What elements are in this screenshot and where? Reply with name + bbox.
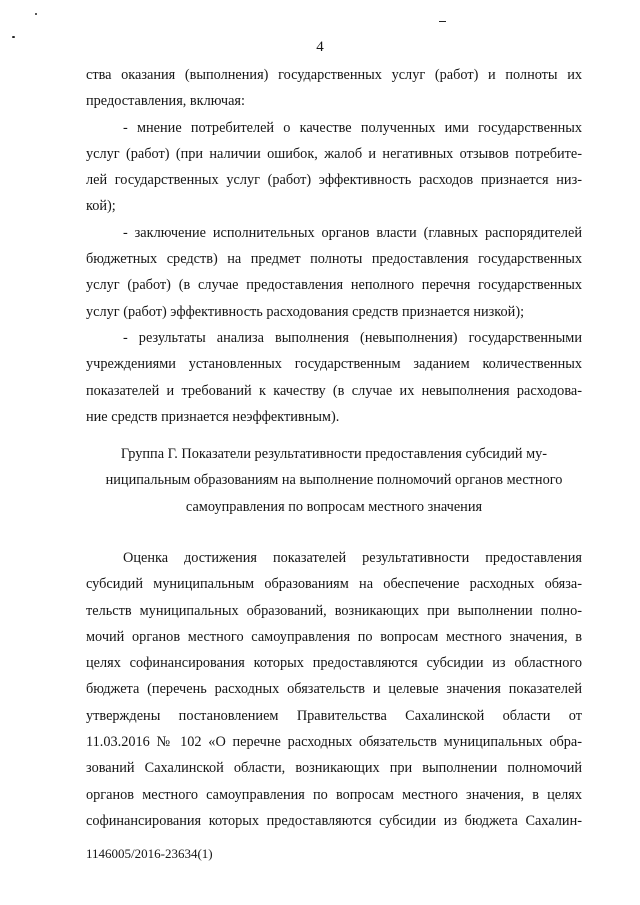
list-item-consumer-opinion: - мнение потребителей о качестве полученных ими государственных <box>123 119 582 136</box>
criteria-list <box>86 62 582 430</box>
text-line: кой); <box>86 198 116 215</box>
heading-line: Группа Г. Показатели результативности предоставления субсидий му- <box>120 446 548 462</box>
text-line: зований Сахалинской области, возникающих при выполнении полномочий <box>86 760 582 777</box>
text-line: Оценка достижения показателей результативности предоставления <box>123 550 582 566</box>
text-line: предоставления, включая: <box>86 93 245 110</box>
text-line: органов местного самоуправления по вопросам местного значения, в целях <box>86 786 582 803</box>
scan-speck <box>439 21 446 22</box>
text-line: субсидий муниципальным образованиям на обеспечение расходных обяза- <box>86 576 582 593</box>
text-line: услуг (работ) (в случае предоставления неполного перечня государственных <box>86 277 582 294</box>
text-line: тельств муниципальных образований, возникающих при выполнении полно- <box>86 602 582 619</box>
text-line: целях софинансирования которых предоставляются субсидии из областного <box>86 655 582 672</box>
text-line: услуг (работ) эффективность расходования средств признается низкой); <box>86 303 525 320</box>
document-code: 1146005/2016-23634(1) <box>86 846 213 861</box>
text-line: мочий органов местного самоуправления по вопросам местного значения, в <box>86 628 582 645</box>
text-line: бюджетных средств) на предмет полноты предоставления государственных <box>86 251 582 268</box>
heading-line: ниципальным образованиям на выполнение полномочий органов местного <box>105 472 563 489</box>
text-line: лей государственных услуг (работ) эффективность расходов признается низ- <box>86 172 582 189</box>
scan-speck <box>35 13 37 15</box>
section-heading-group-g <box>86 441 582 520</box>
list-item-executive-conclusion: - заключение исполнительных органов власти (главных распорядителей <box>123 224 582 241</box>
text-line: бюджета (перечень расходных обязательств и целевые значения показателей <box>86 681 582 698</box>
text-line: ние средств признается неэффективным). <box>86 408 340 425</box>
text-line: показателей и требований к качеству (в случае их невыполнения расходова- <box>86 382 582 399</box>
text-line: услуг (работ) (при наличии ошибок, жалоб и негативных отзывов потребите- <box>86 145 582 162</box>
heading-line: самоуправления по вопросам местного значения <box>185 498 483 515</box>
text-line: утверждены постановлением Правительства Сахалинской области от <box>86 707 582 724</box>
text-line: софинансирования которых предоставляются субсидии из бюджета Сахалин- <box>86 812 582 829</box>
page-number: 4 <box>316 39 324 55</box>
text-line: учреждениями установленных государственным заданием количественных <box>86 356 582 373</box>
text-line: 11.03.2016 № 102 «О перечне расходных обязательств муниципальных обра- <box>86 734 582 751</box>
list-item-analysis-results: - результаты анализа выполнения (невыполнения) государственными <box>123 329 582 346</box>
text-line: ства оказания (выполнения) государственных услуг (работ) и полноты их <box>86 67 582 83</box>
assessment-paragraph <box>86 545 582 834</box>
